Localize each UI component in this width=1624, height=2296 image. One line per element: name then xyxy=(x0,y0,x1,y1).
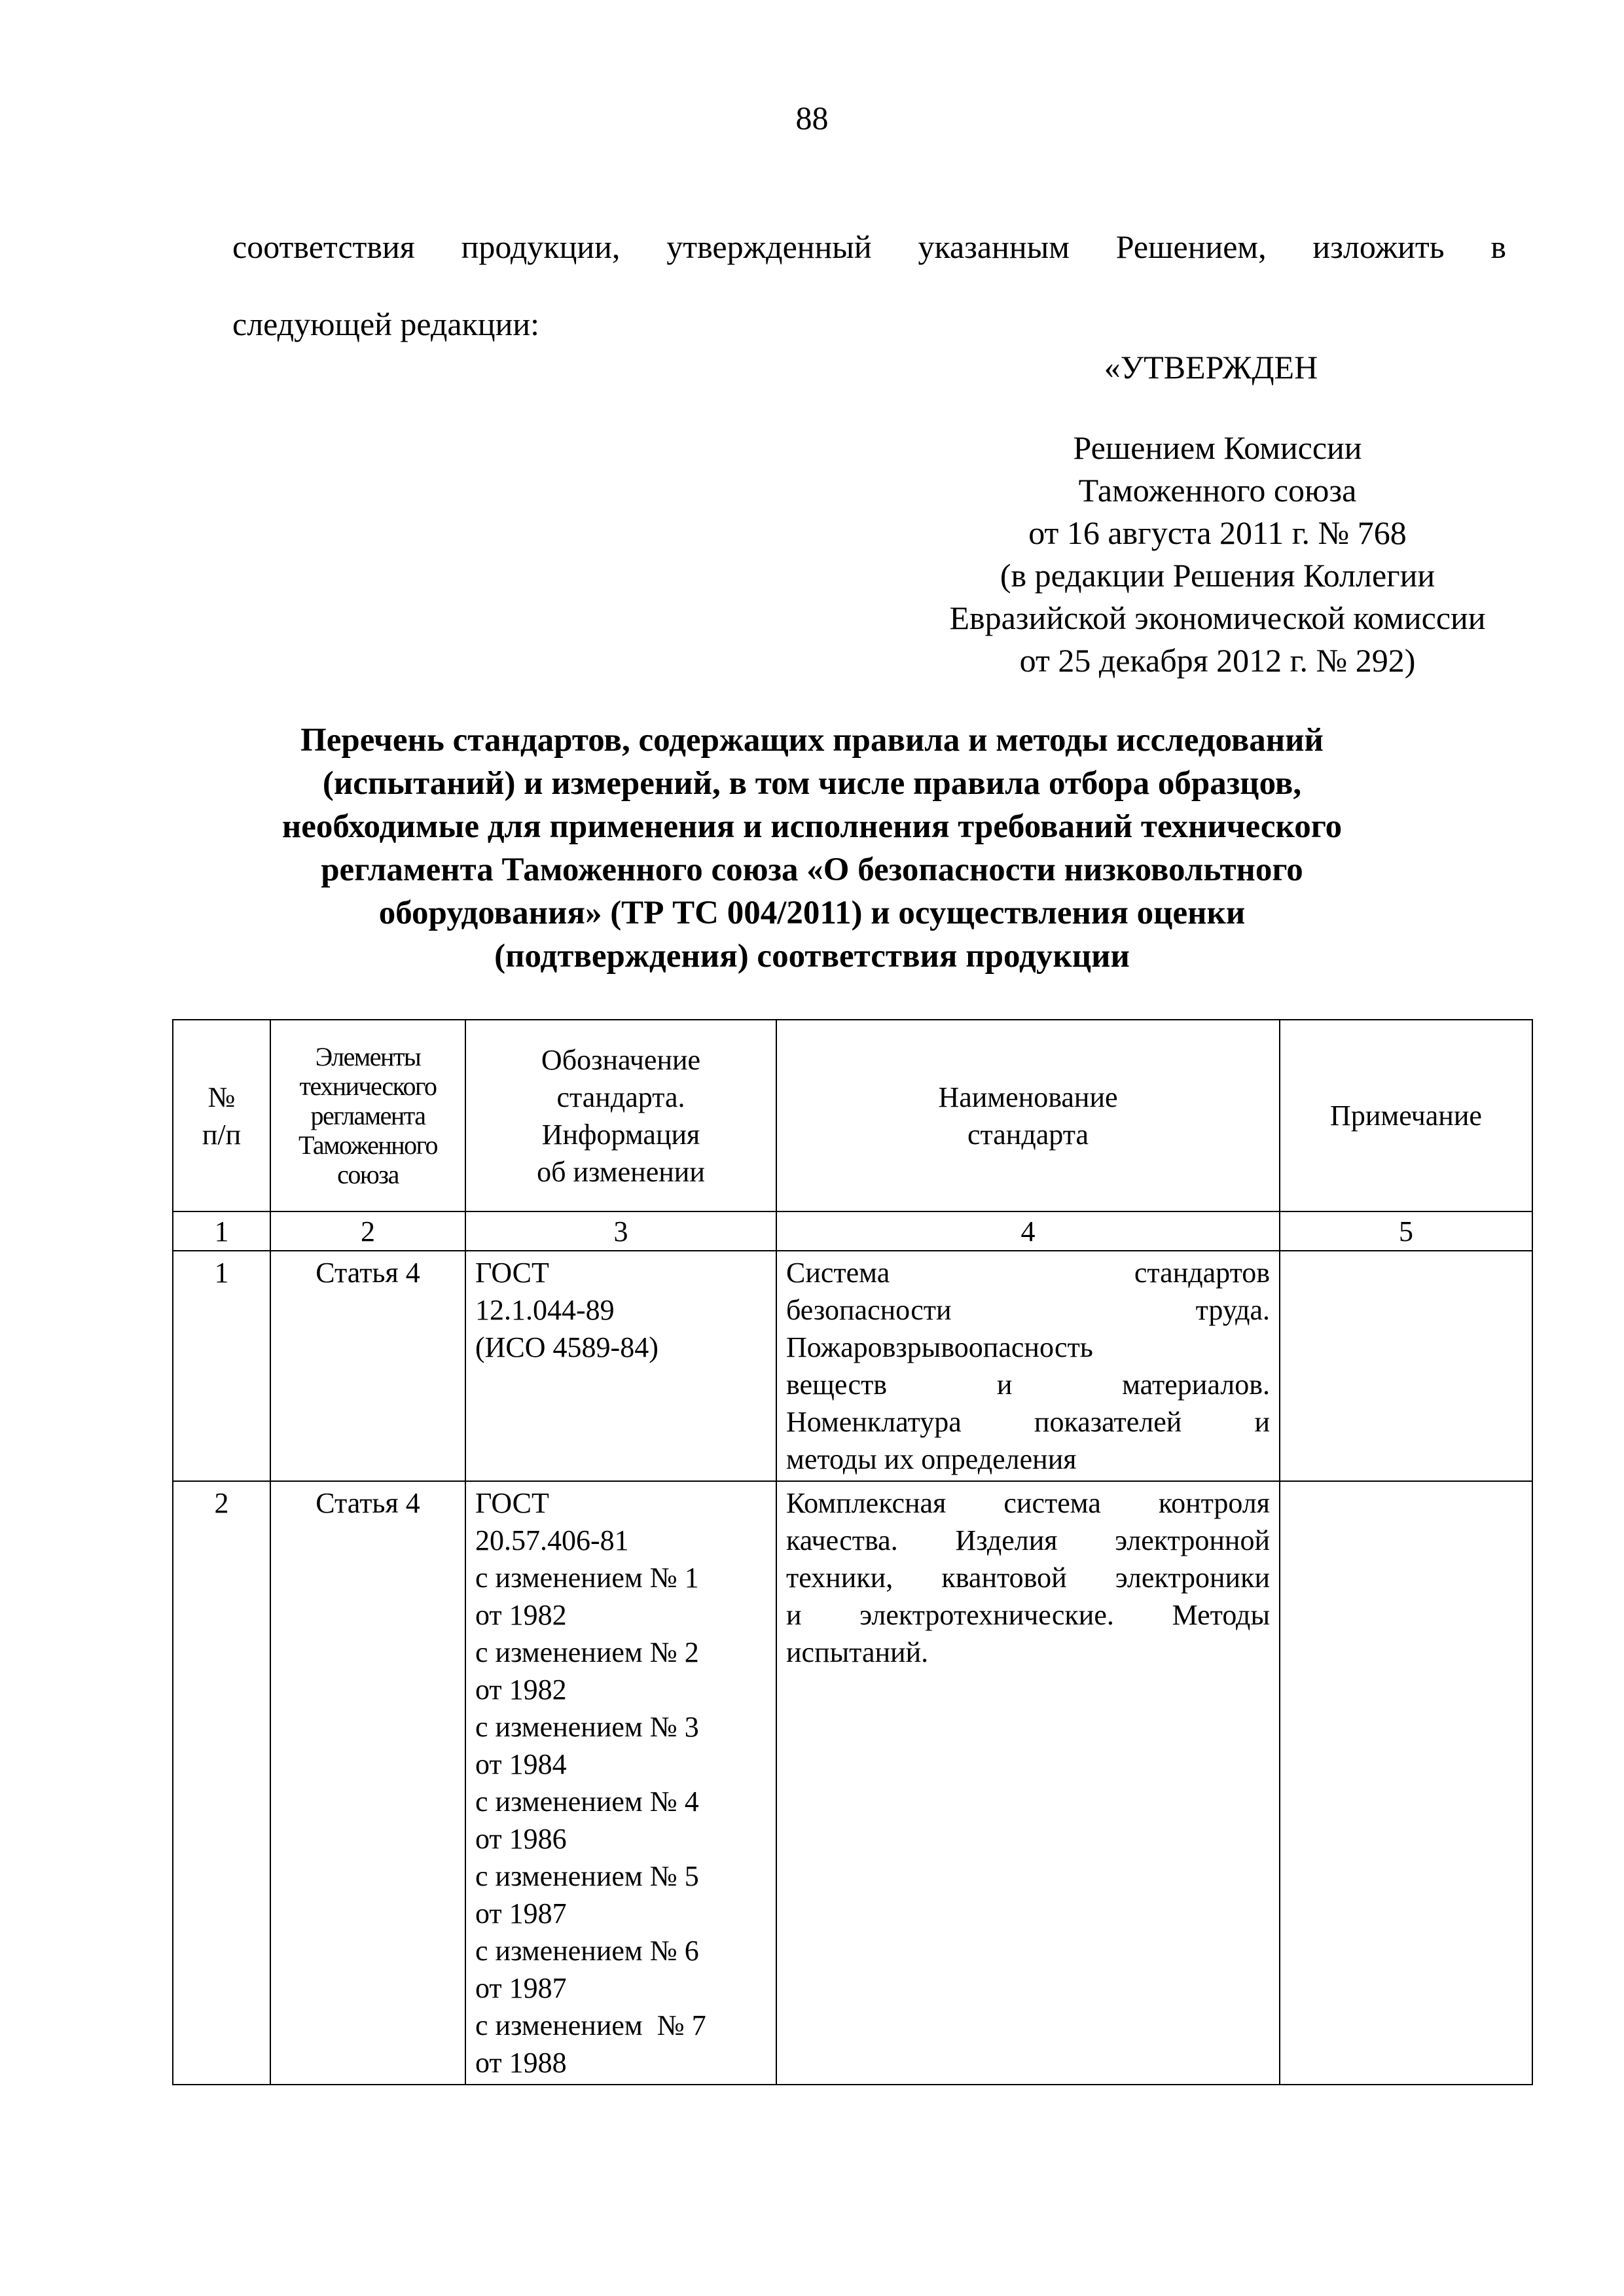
document-title xyxy=(196,719,1428,978)
row-element: Статья 4 xyxy=(270,1481,465,2085)
intro-line: соответствия продукции, утвержденный указанным Решением, изложить в xyxy=(232,228,1506,265)
intro-line: следующей редакции: xyxy=(232,306,540,342)
row-note xyxy=(1280,1251,1532,1481)
title-line: оборудования» (ТР ТС 004/2011) и осуществления оценки xyxy=(378,895,1246,931)
row-note xyxy=(1280,1481,1532,2085)
approval-line: от 25 декабря 2012 г. № 292) xyxy=(1019,642,1416,679)
approved-stamp: «УТВЕРЖДЕН xyxy=(1104,349,1318,386)
title-line: Перечень стандартов, содержащих правила и методы исследований xyxy=(300,722,1324,759)
column-number: 5 xyxy=(1280,1211,1532,1251)
approval-line: Таможенного союза xyxy=(1078,472,1357,509)
approval-line: (в редакции Решения Коллегии xyxy=(1000,557,1435,594)
column-number: 1 xyxy=(173,1211,270,1251)
approval-line: Евразийской экономической комиссии xyxy=(949,600,1486,636)
column-number: 2 xyxy=(270,1211,465,1251)
title-line: (испытаний) и измерений, в том числе правила отбора образцов, xyxy=(322,765,1302,802)
intro-paragraph xyxy=(232,208,1506,363)
title-line: регламента Таможенного союза «О безопасности низковольтного xyxy=(321,852,1303,888)
title-line: необходимые для применения и исполнения требований технического xyxy=(281,808,1343,845)
row-designation: ГОСТ 12.1.044-89 (ИСО 4589-84) xyxy=(465,1251,776,1481)
column-number-row xyxy=(173,1211,1532,1251)
column-number: 3 xyxy=(465,1211,776,1251)
row-element: Статья 4 xyxy=(270,1251,465,1481)
row-number: 2 xyxy=(173,1481,270,2085)
row-standard-name: Комплексная система контроля качества. Изделия электронной техники, квантовой электроники и электротехнические. Методы испытаний. xyxy=(776,1481,1280,2085)
row-number: 1 xyxy=(173,1251,270,1481)
approval-line: от 16 августа 2011 г. № 768 xyxy=(1028,514,1407,551)
header-name: Наименование стандарта xyxy=(776,1020,1280,1211)
table-header-row xyxy=(173,1020,1532,1211)
column-number: 4 xyxy=(776,1211,1280,1251)
table-row xyxy=(173,1481,1532,2085)
approval-line: Решением Комиссии xyxy=(1073,429,1362,466)
row-designation: ГОСТ 20.57.406-81 с изменением № 1 от 1982 с изменением № 2 от 1982 с изменением № 3 от 1984 с изменением № 4 от 1986 с изменением № 5 от 1987 с изменением № 6 от 1987 с изменением № 7 от 1988 xyxy=(465,1481,776,2085)
approval-block xyxy=(831,346,1604,682)
approval-lines xyxy=(831,427,1604,682)
title-line: (подтверждения) соответствия продукции xyxy=(494,938,1130,975)
standards-table xyxy=(172,1019,1533,2085)
page-number: 88 xyxy=(795,99,829,136)
table-row xyxy=(173,1251,1532,1481)
header-element: Элементы технического регламента Таможенного союза xyxy=(270,1020,465,1211)
header-number: № п/п xyxy=(173,1020,270,1211)
header-designation: Обозначение стандарта. Информация об изменении xyxy=(465,1020,776,1211)
row-standard-name: Система стандартов безопасности труда. Пожаровзрывоопасность веществ и материалов. Номенклатура показателей и методы их определения xyxy=(776,1251,1280,1481)
header-note: Примечание xyxy=(1280,1020,1532,1211)
